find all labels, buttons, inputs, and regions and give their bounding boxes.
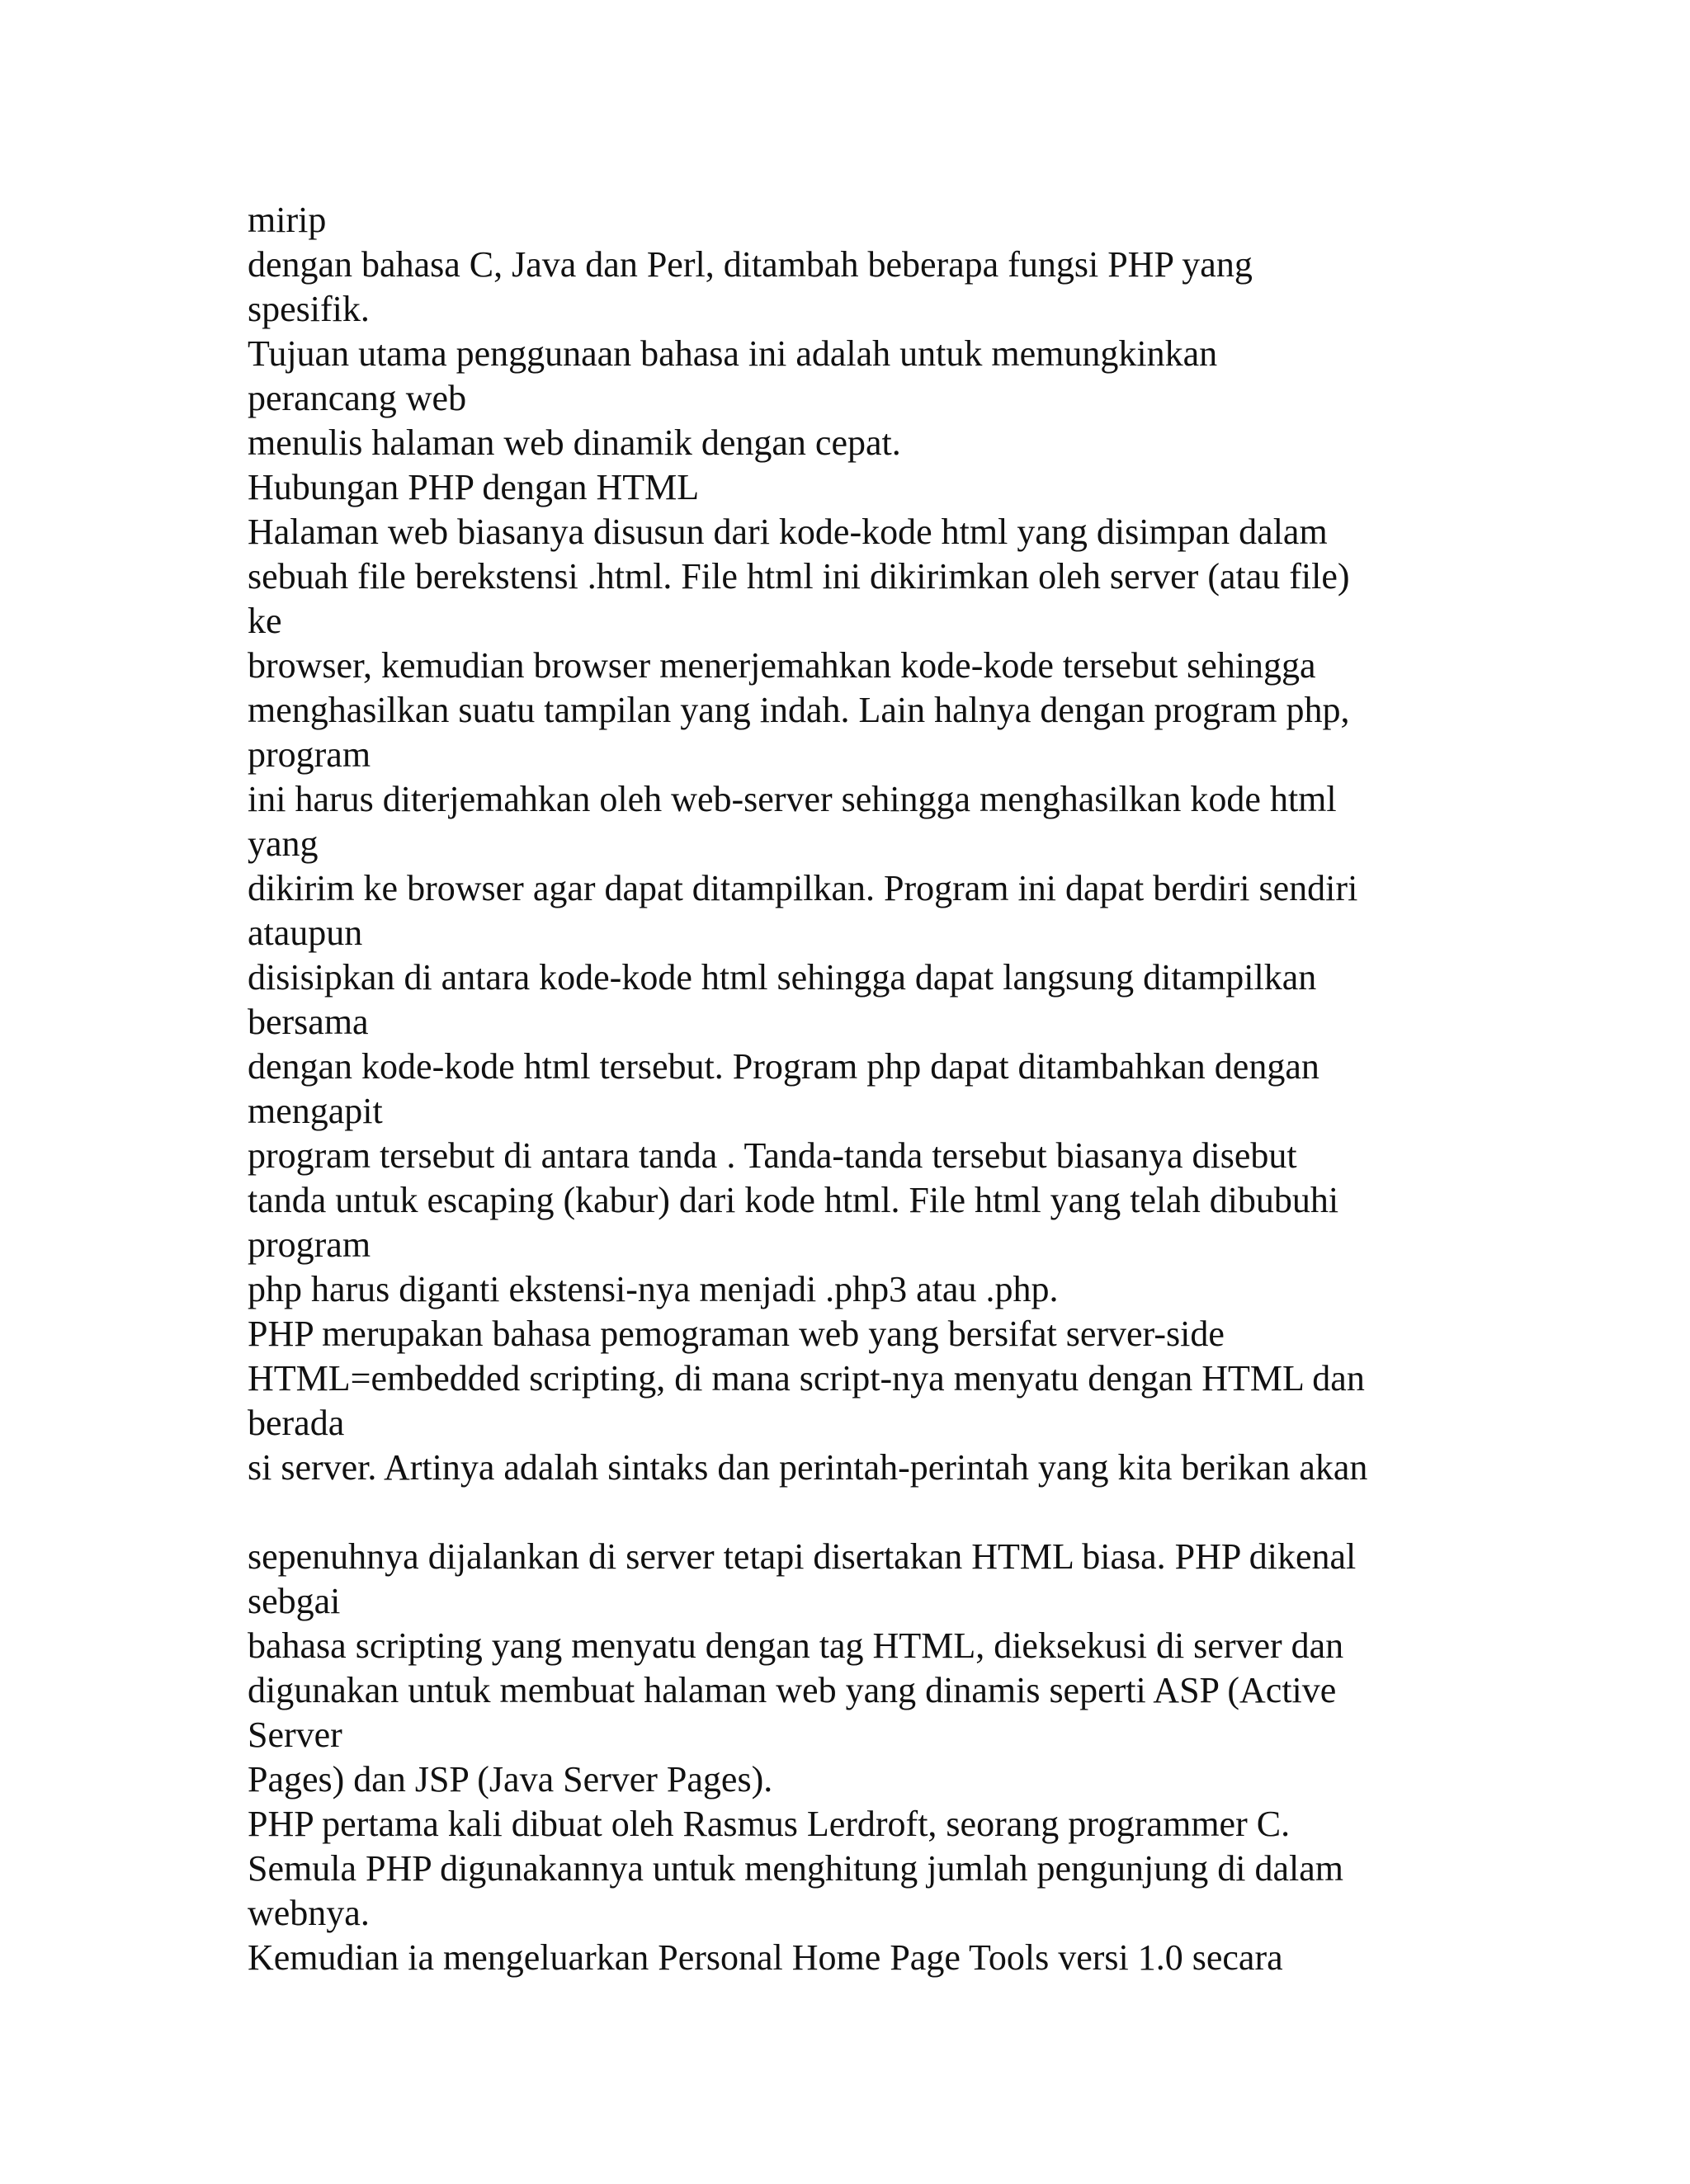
text-line: program (248, 734, 371, 775)
text-line: Kemudian ia mengeluarkan Personal Home Page Tools versi 1.0 secara (248, 1937, 1283, 1978)
text-line: webnya. (248, 1893, 370, 1933)
text-line: Server (248, 1715, 342, 1755)
text-line: HTML=embedded scripting, di mana script-nya menyatu dengan HTML dan (248, 1358, 1365, 1399)
text-line: Halaman web biasanya disusun dari kode-kode html yang disimpan dalam (248, 512, 1328, 552)
section-heading: Hubungan PHP dengan HTML (248, 467, 700, 507)
text-line: menghasilkan suatu tampilan yang indah. Lain halnya dengan program php, (248, 690, 1350, 730)
text-line: sepenuhnya dijalankan di server tetapi disertakan HTML biasa. PHP dikenal (248, 1536, 1357, 1577)
text-line: dengan bahasa C, Java dan Perl, ditambah beberapa fungsi PHP yang (248, 244, 1253, 285)
blank-line (248, 1490, 1535, 1535)
text-line: ini harus diterjemahkan oleh web-server sehingga menghasilkan kode html (248, 779, 1337, 819)
text-line: php harus diganti ekstensi-nya menjadi .php3 atau .php. (248, 1269, 1059, 1309)
text-line: PHP merupakan bahasa pemograman web yang bersifat server-side (248, 1314, 1225, 1354)
text-line: bersama (248, 1002, 369, 1042)
text-line: tanda untuk escaping (kabur) dari kode html. File html yang telah dibubuhi (248, 1180, 1339, 1220)
text-line: mengapit (248, 1091, 383, 1131)
text-line: menulis halaman web dinamik dengan cepat. (248, 422, 901, 463)
text-line: ataupun (248, 913, 363, 953)
text-line: program (248, 1224, 371, 1265)
text-line: dikirim ke browser agar dapat ditampilkan. Program ini dapat berdiri sendiri (248, 868, 1358, 908)
body-text (248, 198, 1535, 1980)
text-line: dengan kode-kode html tersebut. Program php dapat ditambahkan dengan (248, 1046, 1319, 1087)
text-line: berada (248, 1403, 345, 1443)
text-line: Tujuan utama penggunaan bahasa ini adalah untuk memungkinkan (248, 333, 1218, 374)
text-line: sebgai (248, 1581, 341, 1621)
text-line: program tersebut di antara tanda . Tanda-tanda tersebut biasanya disebut (248, 1135, 1297, 1176)
text-line: bahasa scripting yang menyatu dengan tag HTML, dieksekusi di server dan (248, 1625, 1344, 1666)
text-line: perancang web (248, 378, 467, 418)
text-line: yang (248, 823, 319, 864)
text-line: si server. Artinya adalah sintaks dan perintah-perintah yang kita berikan akan (248, 1447, 1368, 1488)
text-line: digunakan untuk membuat halaman web yang dinamis seperti ASP (Active (248, 1670, 1337, 1710)
text-line: disisipkan di antara kode-kode html sehingga dapat langsung ditampilkan (248, 957, 1317, 998)
text-line: spesifik. (248, 289, 370, 329)
text-line: sebuah file berekstensi .html. File html ini dikirimkan oleh server (atau file) (248, 556, 1350, 597)
text-line: ke (248, 601, 282, 641)
text-line: mirip (248, 200, 327, 240)
text-line: Pages) dan JSP (Java Server Pages). (248, 1759, 773, 1800)
text-line: PHP pertama kali dibuat oleh Rasmus Lerdroft, seorang programmer C. (248, 1804, 1291, 1844)
text-line: Semula PHP digunakannya untuk menghitung jumlah pengunjung di dalam (248, 1848, 1343, 1889)
text-line: browser, kemudian browser menerjemahkan kode-kode tersebut sehingga (248, 645, 1316, 686)
